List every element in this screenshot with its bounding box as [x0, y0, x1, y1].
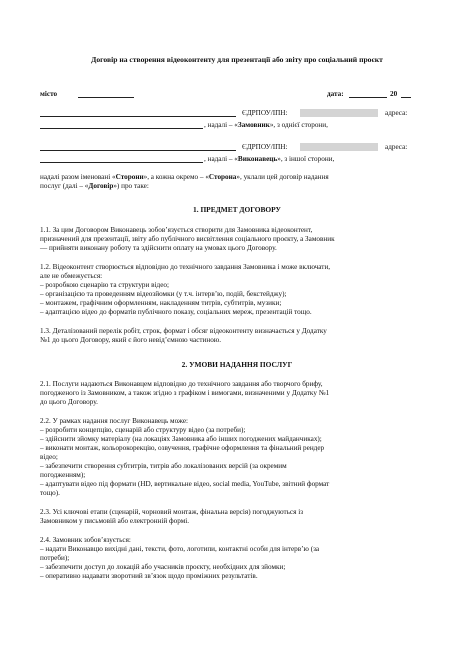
list-item: – монтажем, графічним оформленням, накладенням титрів, субтитрів, музики; — [40, 299, 282, 307]
clause-1-3-line: №1 до цього Договору, який є його невід’ємною частиною. — [40, 336, 222, 344]
party1-address-label: адреса: — [385, 109, 408, 117]
clause-1-2-line: але не обмежується: — [40, 272, 103, 280]
list-item: погодженням); — [40, 471, 86, 479]
clause-2-1-line: 2.1. Послуги надаються Виконавцем відповідно до технічного завдання або творчого брифу, — [40, 380, 323, 388]
city-field[interactable] — [78, 90, 134, 101]
party1-name-field[interactable] — [40, 109, 236, 120]
party1-role-line: , надалі – «Замовник», з однієї сторони, — [204, 121, 328, 129]
clause-1-2-line: 1.2. Відеоконтент створюється відповідно до технічного завдання Замовника і може включати, — [40, 263, 331, 271]
list-item: відео; — [40, 453, 58, 461]
date-field[interactable] — [349, 90, 387, 101]
clause-2-3-line: Замовником у письмовій або електронній формі. — [40, 517, 190, 525]
list-item: – адаптувати відео під формати (HD, вертикальне відео, social media, YouTube, звітний формат — [40, 480, 330, 488]
clause-2-1-line: погодженого із Замовником, а також згідно з графіком і вимогами, визначеними у Додатку №1 — [40, 389, 330, 397]
party2-address-field[interactable] — [40, 155, 203, 166]
preamble-line-2: послуг (далі – «Договір») про таке: — [40, 182, 149, 190]
party2-edrpou-field[interactable] — [300, 143, 378, 153]
clause-1-3-line: 1.3. Деталізований перелік робіт, строк, формат і обсяг відеоконтенту визначається у Додатку — [40, 327, 327, 335]
list-item: – виконати монтаж, кольорокорекцію, озвучення, графічне оформлення та фінальний рендер — [40, 444, 325, 452]
city-label: місто — [40, 90, 58, 98]
date-label: дата: — [327, 90, 344, 98]
document-title: Договір на створення відеоконтенту для презентації або звіту про соціальний проєкт — [91, 55, 383, 64]
party2-name-field[interactable] — [40, 143, 236, 154]
clause-2-2-intro: 2.2. У рамках надання послуг Виконавець може: — [40, 417, 189, 425]
clause-2-3-line: 2.3. Усі ключові етапи (сценарій, чорновий монтаж, фінальна версія) погоджуються із — [40, 508, 304, 516]
clause-1-1-line: 1.1. За цим Договором Виконавець зобов’язується створити для Замовника відеоконтент, — [40, 226, 313, 234]
party2-edrpou-label: ЄДРПОУ/ІПН: — [242, 143, 288, 151]
clause-1-1-line: призначений для презентації, звіту або публічного висвітлення соціального проєкту, а Замовник — [40, 235, 335, 243]
list-item: – розробкою сценарію та структури відео; — [40, 281, 169, 289]
party2-role-line: , надалі – «Виконавець», з іншої сторони, — [204, 155, 335, 163]
clause-2-1-line: до цього Договору. — [40, 398, 98, 406]
party1-edrpou-field[interactable] — [300, 109, 378, 119]
year-prefix: 20 — [390, 90, 398, 98]
list-item: – надати Виконавцю вихідні дані, тексти, фото, логотипи, контактні особи для інтерв’ю (за — [40, 545, 320, 553]
list-item: – забезпечити доступ до локацій або учасників проєкту, необхідних для зйомки; — [40, 563, 286, 571]
section2-heading: 2. УМОВИ НАДАННЯ ПОСЛУГ — [181, 360, 293, 369]
list-item: – здійснити зйомку матеріалу (на локаціях Замовника або інших погоджених майданчиках); — [40, 435, 322, 443]
list-item: – забезпечити створення субтитрів, титрів або локалізованих версій (за окремим — [40, 462, 287, 470]
year-field[interactable] — [401, 90, 411, 101]
party2-address-label: адреса: — [385, 143, 408, 151]
party1-edrpou-label: ЄДРПОУ/ІПН: — [242, 109, 288, 117]
clause-2-4-intro: 2.4. Замовник зобов’язується: — [40, 536, 131, 544]
list-item: – розробити концепцію, сценарій або структуру відео (за потреби); — [40, 426, 246, 434]
list-item: – адаптацією відео до форматів публічного показу, соціальних мереж, презентацій тощо. — [40, 308, 312, 316]
clause-1-1-line: — прийняти виконану роботу та здійснити оплату на умовах цього Договору. — [40, 244, 277, 252]
list-item: – організацією та проведенням відеозйомки (у т.ч. інтерв’ю, подій, бекстейджу); — [40, 290, 287, 298]
list-item: потреби); — [40, 554, 70, 562]
list-item: – оперативно надавати зворотний зв’язок щодо проміжних результатів. — [40, 572, 258, 580]
list-item: тощо). — [40, 489, 60, 497]
preamble-line-1: надалі разом іменовані «Сторони», а кожна окремо – «Сторона», уклали цей договір надання — [40, 173, 329, 181]
party1-address-field[interactable] — [40, 121, 203, 132]
section1-heading: 1. ПРЕДМЕТ ДОГОВОРУ — [193, 205, 281, 214]
